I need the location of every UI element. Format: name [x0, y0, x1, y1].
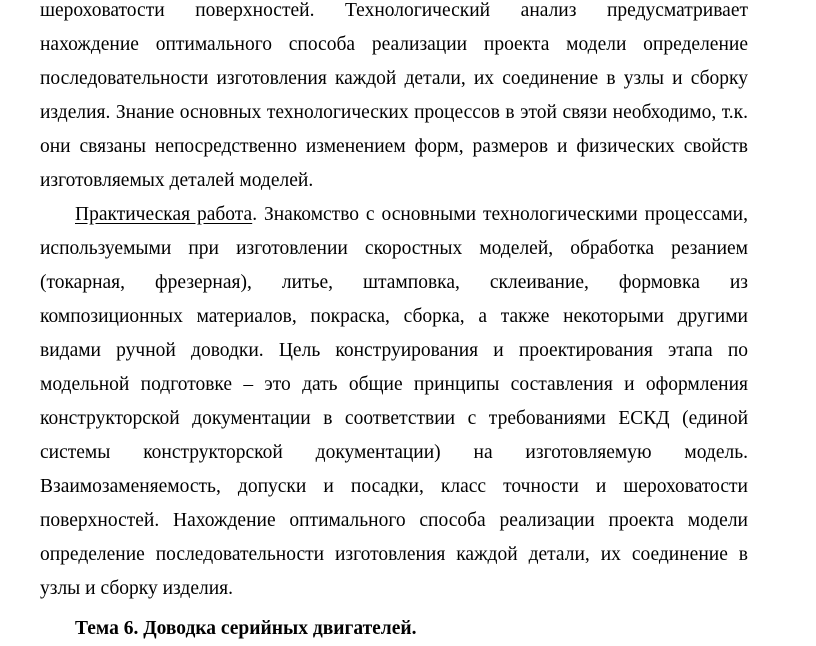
text-line: изготовляемых деталей моделей. — [40, 170, 314, 191]
text-line: модельной подготовке – это дать общие принципы составления и оформления — [40, 374, 748, 395]
section-heading: Тема 6. Доводка серийных двигателей. — [75, 618, 417, 639]
text-line: последовательности изготовления каждой детали, их соединение в узлы и сборку — [40, 68, 748, 89]
practical-work-label: Практическая работа — [75, 204, 253, 225]
text-line: они связаны непосредственно изменением форм, размеров и физических свойств — [40, 136, 748, 157]
text-line: изделия. Знание основных технологических процессов в этой связи необходимо, т.к. — [40, 102, 748, 123]
text-line — [40, 198, 748, 232]
text-line: композиционных материалов, покраска, сборка, а также некоторыми другими — [40, 306, 748, 327]
text-line: (токарная, фрезерная), литье, штамповка, склеивание, формовка из — [40, 272, 748, 293]
text-line: узлы и сборку изделия. — [40, 578, 233, 599]
paragraph-practical-work — [40, 198, 748, 606]
text-line: видами ручной доводки. Цель конструирования и проектирования этапа по — [40, 340, 748, 361]
practical-work-intro: . Знакомство с основными технологическими процессами, — [252, 204, 748, 225]
text-line: Взаимозаменяемость, допуски и посадки, класс точности и шероховатости — [40, 476, 748, 497]
document-page — [40, 0, 748, 646]
text-line: конструкторской документации в соответствии с требованиями ЕСКД (единой — [40, 408, 748, 429]
text-line: поверхностей. Нахождение оптимального способа реализации проекта модели — [40, 510, 748, 531]
text-line: системы конструкторской документации) на изготовляемую модель. — [40, 442, 748, 463]
text-line: используемыми при изготовлении скоростных моделей, обработка резанием — [40, 238, 748, 259]
text-line: нахождение оптимального способа реализации проекта модели определение — [40, 34, 748, 55]
text-line: шероховатости поверхностей. Технологический анализ предусматривает — [40, 0, 748, 21]
paragraph-previous — [40, 0, 748, 198]
text-line: определение последовательности изготовления каждой детали, их соединение в — [40, 544, 748, 565]
